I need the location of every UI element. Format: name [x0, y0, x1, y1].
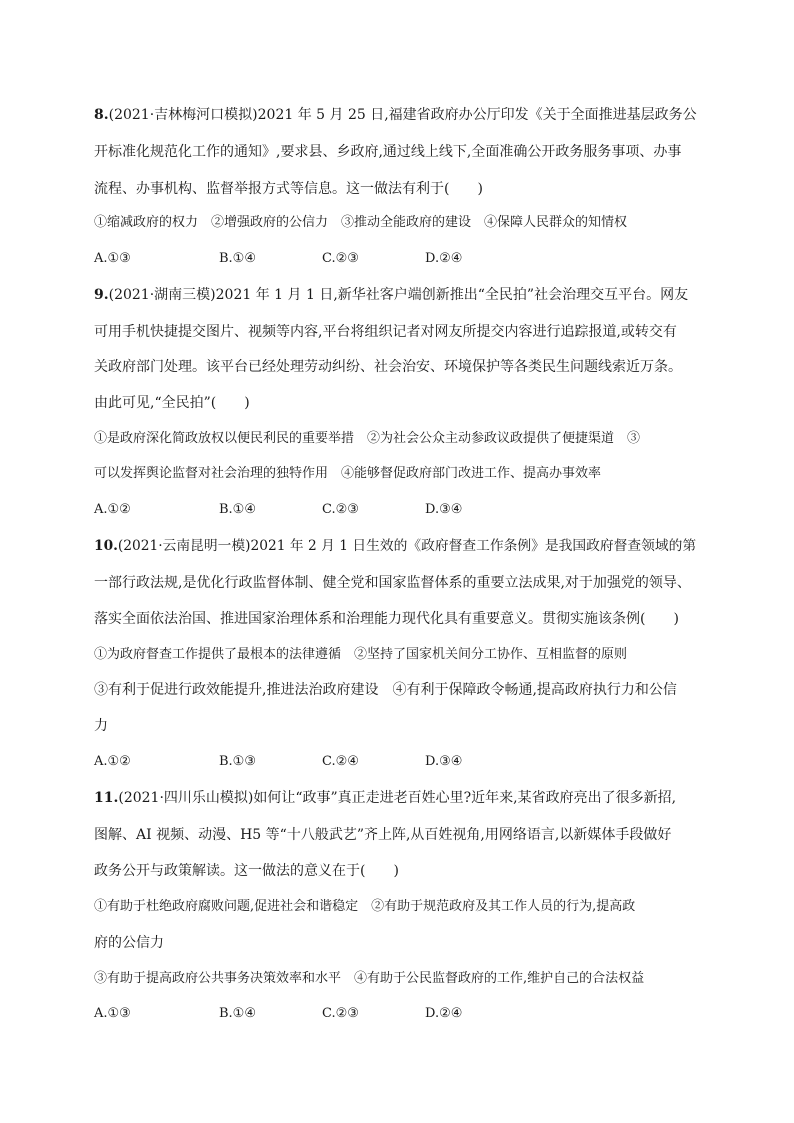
question-10-statements-2: ③有利于促进行政效能提升,推进法治政府建设 ④有利于保障政令畅通,提高政府执行力和公信	[94, 682, 677, 698]
option-b: B.①④	[219, 251, 256, 266]
option-c: C.②③	[322, 251, 359, 266]
question-9-statements-2: 可以发挥舆论监督对社会治理的独特作用 ④能够督促政府部门改进工作、提高办事效率	[94, 466, 602, 481]
question-9-line-4: 由此可见,“全民拍”( )	[94, 395, 250, 411]
question-11-line-2: 图解、AI 视频、动漫、H5 等“十八般武艺”齐上阵,从百姓视角,用网络语言,以新媒体手段做好	[94, 827, 672, 843]
option-d: D.③④	[425, 502, 463, 517]
option-c: C.②④	[322, 754, 359, 769]
question-10-line-2: 一部行政法规,是优化行政监督体制、健全党和国家监督体系的重要立法成果,对于加强党的领导、	[94, 575, 691, 591]
question-number: 11.	[94, 790, 119, 806]
option-b: B.①④	[219, 502, 256, 517]
question-10-statements-3: 力	[94, 718, 108, 734]
question-10-line-1: 10.(2021·云南昆明一模)2021 年 2 月 1 日生效的《政府督查工作条例》是我国政府督查领域的第	[94, 538, 697, 554]
option-c: C.②③	[322, 502, 359, 517]
option-a: A.①②	[94, 754, 131, 769]
option-b: B.①③	[219, 754, 256, 769]
question-11-statements-1: ①有助于杜绝政府腐败问题,促进社会和谐稳定 ②有助于规范政府及其工作人员的行为,提高政	[94, 899, 636, 914]
question-9-line-3: 关政府部门处理。该平台已经处理劳动纠纷、社会治安、环境保护等各类民生问题线索近万条。	[94, 359, 682, 375]
option-d: D.③④	[425, 754, 463, 769]
question-11-line-3: 政务公开与政策解读。这一做法的意义在于( )	[94, 863, 399, 879]
option-c: C.②③	[322, 1006, 359, 1021]
question-8-line-3: 流程、办事机构、监督举报方式等信息。这一做法有利于( )	[94, 181, 483, 197]
question-10-statements-1: ①为政府督查工作提供了最根本的法律遵循 ②坚持了国家机关间分工协作、互相监督的原则	[94, 647, 628, 662]
option-d: D.②④	[425, 1006, 463, 1021]
option-b: B.①④	[219, 1006, 256, 1021]
question-11-statements-3: ③有助于提高政府公共事务决策效率和水平 ④有助于公民监督政府的工作,维护自己的合法权益	[94, 971, 645, 986]
question-8-line-1: 8.(2021·吉林梅河口模拟)2021 年 5 月 25 日,福建省政府办公厅印发《关于全面推进基层政务公	[94, 107, 697, 123]
question-11-line-1: 11.(2021·四川乐山模拟)如何让“政事”真正走进老百姓心里?近年来,某省政府亮出了很多新招,	[94, 790, 677, 806]
question-10-line-3: 落实全面依法治国、推进国家治理体系和治理能力现代化具有重要意义。贯彻实施该条例( )	[94, 611, 679, 627]
question-11-statements-2: 府的公信力	[94, 935, 164, 951]
option-a: A.①②	[94, 502, 131, 517]
question-8-statements: ①缩减政府的权力 ②增强政府的公信力 ③推动全能政府的建设 ④保障人民群众的知情权	[94, 215, 628, 230]
option-a: A.①③	[94, 251, 131, 266]
question-number: 8.	[94, 107, 109, 123]
question-number: 9.	[94, 287, 109, 303]
question-8-line-2: 开标准化规范化工作的通知》,要求县、乡政府,通过线上线下,全面准确公开政务服务事项、办事	[94, 144, 682, 160]
question-9-statements-1: ①是政府深化简政放权以便民利民的重要举措 ②为社会公众主动参政议政提供了便捷渠道 ③	[94, 431, 641, 446]
question-number: 10.	[94, 538, 118, 554]
question-9-line-1: 9.(2021·湖南三模)2021 年 1 月 1 日,新华社客户端创新推出“全民拍”社会治理交互平台。网友	[94, 287, 689, 303]
option-d: D.②④	[425, 251, 463, 266]
question-9-line-2: 可用手机快捷提交图片、视频等内容,平台将组织记者对网友所提交内容进行追踪报道,或转交有	[94, 324, 677, 340]
option-a: A.①③	[94, 1006, 131, 1021]
